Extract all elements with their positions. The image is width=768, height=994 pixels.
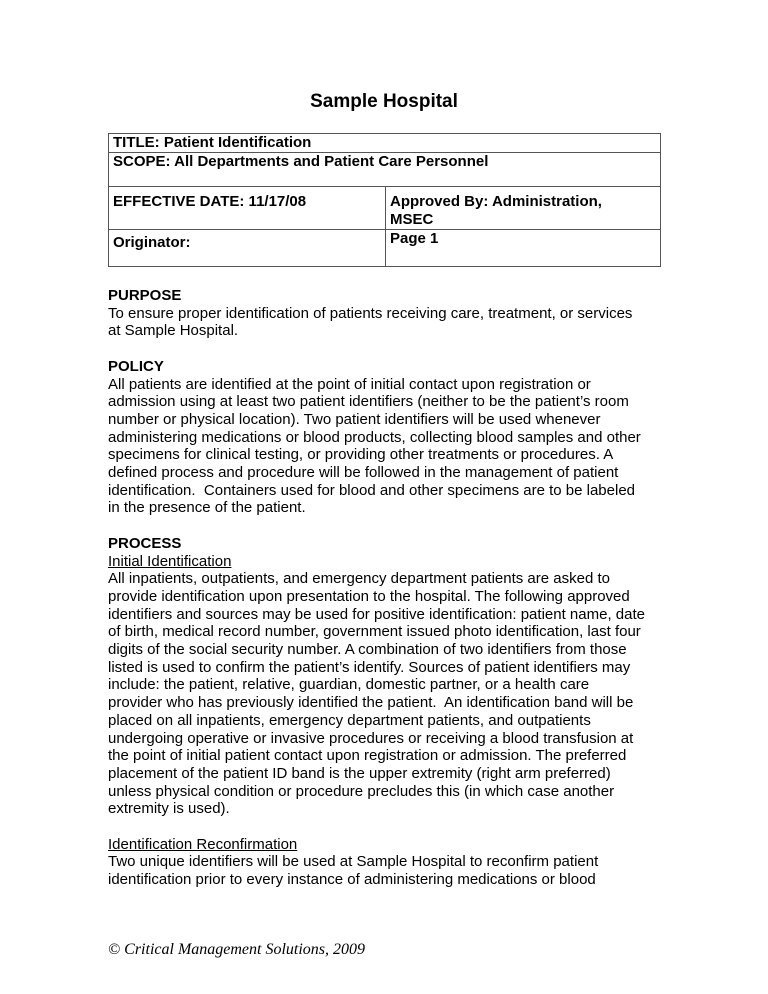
initial-identification-heading: Initial Identification [108,552,232,570]
approved-by: Approved By: Administration, MSEC [386,187,661,230]
policy-title: TITLE: Patient Identification [109,134,661,153]
purpose-body: To ensure proper identification of patients receiving care, treatment, or services at Sample Hospital. [108,304,633,340]
copyright-footer: © Critical Management Solutions, 2009 [108,941,366,958]
process-section [108,535,708,818]
reconfirmation-heading: Identification Reconfirmation [108,835,298,853]
policy-scope: SCOPE: All Departments and Patient Care Personnel [109,153,661,187]
reconfirmation-section [108,836,708,889]
purpose-section [108,287,708,340]
document-body [108,287,708,907]
policy-info-table [108,133,661,267]
page-number: Page 1 [386,230,661,267]
originator: Originator: [109,230,386,267]
purpose-heading: PURPOSE [108,287,182,304]
document-title: Sample Hospital [310,91,458,112]
process-heading: PROCESS [108,534,182,552]
policy-body: All patients are identified at the point of initial contact upon registration or admission using at least two patient identifiers (neither to be the patient’s room number or physical location). Two patient identifiers will be used whenever administering medications or blood products, collecting blood samples and other specimens for clinical testing, or providing other treatments or procedures. A defined process and procedure will be followed in the management of patient identification. Containers used for blood and other specimens are to be labeled in the presence of the patient. [108,375,641,517]
policy-section [108,358,708,517]
policy-heading: POLICY [108,357,164,375]
effective-date: EFFECTIVE DATE: 11/17/08 [109,187,386,230]
initial-identification-body: All inpatients, outpatients, and emergency department patients are asked to provide identification upon presentation to the hospital. The following approved identifiers and sources may be used for positive identification: patient name, date of birth, medical record number, government issued photo identification, last four digits of the social security number. A combination of two identifiers from those listed is used to confirm the patient’s identify. Sources of patient identifiers may include: the patient, relative, guardian, domestic partner, or a health care provider who has previously identified the patient. An identification band will be placed on all inpatients, emergency department patients, and outpatients undergoing operative or invasive procedures or receiving a blood transfusion at the point of initial patient contact upon registration or admission. The preferred placement of the patient ID band is the upper extremity (right arm preferred) unless physical condition or procedure precludes this (in which case another extremity is used). [108,570,645,818]
reconfirmation-body: Two unique identifiers will be used at Sample Hospital to reconfirm patient identification prior to every instance of administering medications or blood [108,853,599,889]
